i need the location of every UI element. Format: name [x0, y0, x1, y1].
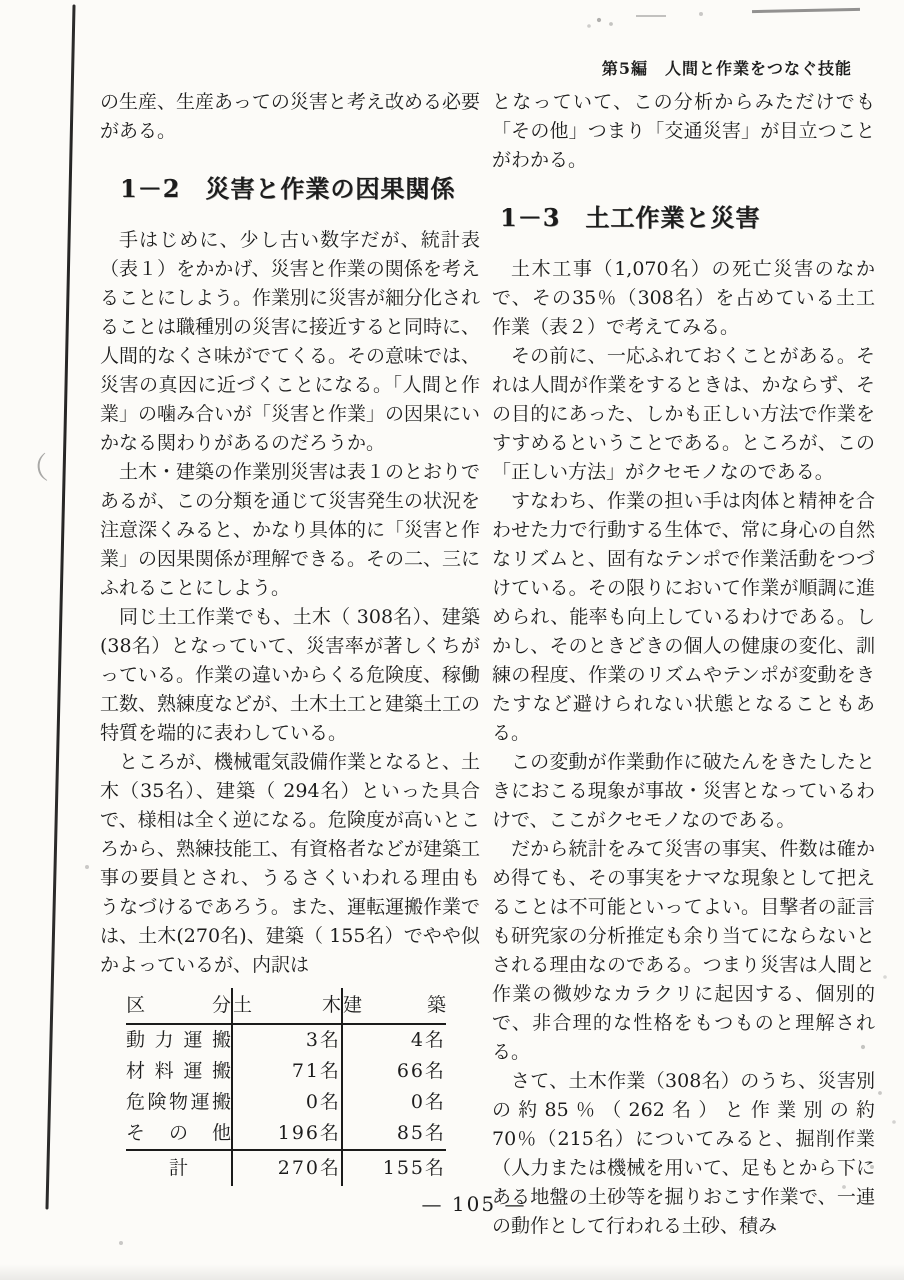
paragraph: 土木工事（1,070名）の死亡災害のなかで、その35％（308名）を占めている土工作業（表２）で考えてみる。 — [492, 258, 875, 338]
scan-noise — [0, 0, 2, 2]
paragraph-continuation: の生産、生産あっての災害と考え改める必要がある。 — [100, 91, 480, 142]
table-total-row — [126, 1150, 446, 1186]
cell-construction: 85名 — [342, 1118, 446, 1150]
running-head: 第5編 人間と作業をつなぐ技能 — [601, 59, 852, 78]
table-row — [126, 1056, 446, 1087]
scan-artifact-dash — [636, 15, 666, 17]
table-header-civil: 土木 — [232, 988, 342, 1024]
table-row — [126, 1024, 446, 1056]
transport-breakdown-table — [126, 988, 446, 1186]
table-header-category: 区分 — [126, 988, 232, 1024]
cell-construction: 4名 — [342, 1024, 446, 1056]
paragraph: 手はじめに、少し古い数字だが、統計表（表１）をかかげ、災害と作業の関係を考えることにしよう。作業別に災害が細分化されることは職種別の災害に接近すると同時に、人間的なくさ味がでてくる。その意味では、災害の真因に近づくことになる。「人間と作業」の噛み合いが「災害と作業」の因果にいかなる関わりがあるのだろうか。 — [100, 229, 481, 454]
table-header-row — [126, 988, 446, 1024]
paragraph: その前に、一応ふれておくことがある。それは人間が作業をするときは、かならず、その目的にあった、しかも正しい方法で作業をすすめるということである。ところが、この「正しい方法」がクセモノなのである。 — [492, 345, 875, 483]
left-column — [100, 88, 480, 1186]
row-label: 材料運搬 — [126, 1060, 231, 1082]
cell-civil: 0名 — [232, 1087, 342, 1118]
page-number: — 105 — — [421, 1192, 527, 1216]
section-heading-1-2: 1－2 災害と作業の因果関係 — [120, 174, 456, 203]
scan-artifact-dash — [752, 8, 860, 13]
table-header-construction: 建築 — [342, 988, 446, 1024]
total-label: 計 — [126, 1150, 232, 1186]
cell-construction: 0名 — [342, 1087, 446, 1118]
row-label: 危険物運搬 — [126, 1091, 231, 1113]
cell-civil: 196名 — [232, 1118, 342, 1150]
cell-civil: 71名 — [232, 1056, 342, 1087]
paragraph: すなわち、作業の担い手は肉体と精神を合わせた力で行動する生体で、常に身心の自然なリズムと、固有なテンポで作業活動をつづけている。その限りにおいて作業が順調に進められ、能率も向上しているわけである。しかし、そのときどきの個人の健康の変化、訓練の程度、作業のリズムやテンポが変動をきたすなど避けられない状態となることもある。 — [492, 490, 875, 744]
table-row — [126, 1087, 446, 1118]
total-construction: 155名 — [342, 1150, 446, 1186]
table-row — [126, 1118, 446, 1150]
paragraph: この変動が作業動作に破たんをきたしたときにおこる現象が事故・災害となっているわけで、ここがクセモノなのである。 — [492, 751, 875, 831]
row-label: その他 — [126, 1122, 231, 1144]
section-heading-1-3: 1－3 土工作業と災害 — [500, 203, 761, 232]
total-civil: 270名 — [232, 1150, 342, 1186]
paragraph: ところが、機械電気設備作業となると、土木（35名）、建築（ 294名）といった具合で、様相は全く逆になる。危険度が高いところから、熟練技能工、有資格者などが建築工事の要員とされ、うるさくいわれる理由もうなづけるであろう。また、運転運搬作業では、土木(270名)、建築（ 155名）でやや似かよっているが、内訳は — [100, 751, 481, 976]
paragraph: だから統計をみて災害の事実、件数は確かめ得ても、その事実をナマな現象として把えることは不可能といってよい。目撃者の証言も研究家の分析推定も余り当てにならないとされる理由なのである。つまり災害は人間と作業の微妙なカラクリに起因する、個別的で、非合理的な性格をもつものと理解される。 — [492, 838, 875, 1063]
paragraph: 同じ土工作業でも、土木（ 308名）、建築(38名）となっていて、災害率が著しくちがっている。作業の違いからくる危険度、稼働工数、熟練度などが、土木土工と建築土工の特質を端的に表わしている。 — [100, 606, 481, 744]
cell-construction: 66名 — [342, 1056, 446, 1087]
cell-civil: 3名 — [232, 1024, 342, 1056]
paragraph: さて、土木作業（308名）のうち、災害別の約85％（262名）と作業別の約70％（215名）についてみると、掘削作業（人力または機械を用いて、足もとから下にある地盤の土砂等を掘りおこす作業で、一連の動作として行われる土砂、積み — [492, 1070, 875, 1237]
scan-edge-shadow — [0, 1264, 904, 1280]
paragraph-continuation: となっていて、この分析からみただけでも「その他」つまり「交通災害」が目立つことがわかる。 — [492, 91, 875, 171]
scan-artifact-paren: （ — [17, 450, 50, 488]
right-column — [492, 88, 875, 1241]
row-label: 動力運搬 — [126, 1029, 231, 1051]
paragraph: 土木・建築の作業別災害は表１のとおりであるが、この分類を通じて災害発生の状況を注意深くみると、かなり具体的に「災害と作業」の因果関係が理解できる。その二、三にふれることにしよう。 — [100, 461, 481, 599]
